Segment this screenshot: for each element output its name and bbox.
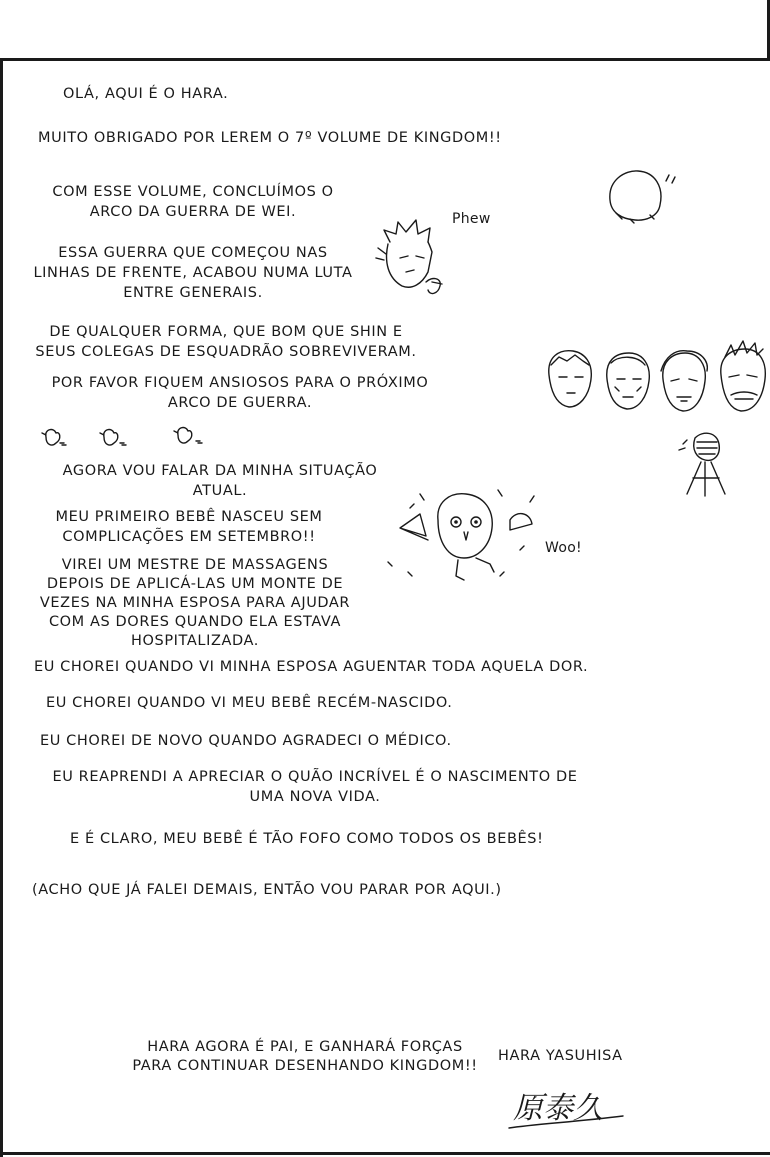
shin-face-doodle — [372, 212, 462, 307]
para3-line2: SEUS COLEGAS DE ESQUADRÃO SOBREVIVERAM. — [35, 344, 417, 360]
para7-line1: VIREI UM MESTRE DE MASSAGENS — [61, 557, 329, 573]
para12: E É CLARO, MEU BEBÊ É TÃO FOFO COMO TODOS OS BEBÊS! — [70, 831, 544, 847]
greeting: OLÁ, AQUI É O HARA. — [63, 86, 229, 102]
thanks-line: MUITO OBRIGADO POR LEREM O 7º VOLUME DE KINGDOM!! — [38, 130, 502, 146]
para1-line1: COM ESSE VOLUME, CONCLUÍMOS O — [52, 184, 334, 200]
panel-bottom-border — [0, 1152, 770, 1155]
para11-line1: EU REAPRENDI A APRECIAR O QUÃO INCRÍVEL É O NASCIMENTO DE — [52, 769, 578, 785]
hooded-figure-doodle — [675, 428, 740, 503]
para5-line2: ATUAL. — [192, 483, 248, 499]
baby-owl-doodle — [380, 480, 550, 590]
closing-line2: PARA CONTINUAR DESENHANDO KINGDOM!! — [132, 1058, 478, 1074]
four-generals-faces-doodle — [545, 335, 770, 425]
panel-top-border — [0, 58, 770, 61]
para7-line2: DEPOIS DE APLICÁ-LAS UM MONTE DE — [46, 576, 344, 592]
signature — [505, 1078, 635, 1138]
para4-line2: ARCO DE GUERRA. — [167, 395, 313, 411]
para13: (ACHO QUE JÁ FALEI DEMAIS, ENTÃO VOU PARAR POR AQUI.) — [32, 882, 502, 898]
para5-line1: AGORA VOU FALAR DA MINHA SITUAÇÃO — [62, 463, 378, 479]
para7-line4: COM AS DORES QUANDO ELA ESTAVA — [48, 614, 342, 630]
para2-line3: ENTRE GENERAIS. — [123, 285, 263, 301]
closing-line1: HARA AGORA É PAI, E GANHARÁ FORÇAS — [147, 1039, 463, 1055]
para8: EU CHOREI QUANDO VI MINHA ESPOSA AGUENTAR TODA AQUELA DOR. — [34, 659, 589, 675]
para11-line2: UMA NOVA VIDA. — [249, 789, 381, 805]
para7-line5: HOSPITALIZADA. — [131, 633, 259, 649]
para3-line1: DE QUALQUER FORMA, QUE BOM QUE SHIN E — [49, 324, 403, 340]
para9: EU CHOREI QUANDO VI MEU BEBÊ RECÉM-NASCIDO. — [46, 695, 453, 711]
signature-glyphs: 原泰久 — [513, 1091, 603, 1126]
para2-line1: ESSA GUERRA QUE COMEÇOU NAS — [58, 245, 328, 261]
para2-line2: LINHAS DE FRENTE, ACABOU NUMA LUTA — [33, 265, 353, 281]
phew-label: Phew — [452, 211, 491, 227]
author-name: HARA YASUHISA — [498, 1048, 623, 1064]
para7-line3: VEZES NA MINHA ESPOSA PARA AJUDAR — [39, 595, 351, 611]
para6-line1: MEU PRIMEIRO BEBÊ NASCEU SEM — [55, 509, 323, 525]
blob-creature-doodle — [600, 165, 680, 235]
chicks-doodle — [40, 423, 220, 453]
para6-line2: COMPLICAÇÕES EM SETEMBRO!! — [62, 529, 316, 545]
para4-line1: POR FAVOR FIQUEM ANSIOSOS PARA O PRÓXIMO — [51, 375, 429, 391]
panel-left-border — [0, 58, 3, 1157]
para1-line2: ARCO DA GUERRA DE WEI. — [89, 204, 297, 220]
para10: EU CHOREI DE NOVO QUANDO AGRADECI O MÉDICO. — [40, 733, 452, 749]
woo-label: Woo! — [545, 540, 582, 556]
